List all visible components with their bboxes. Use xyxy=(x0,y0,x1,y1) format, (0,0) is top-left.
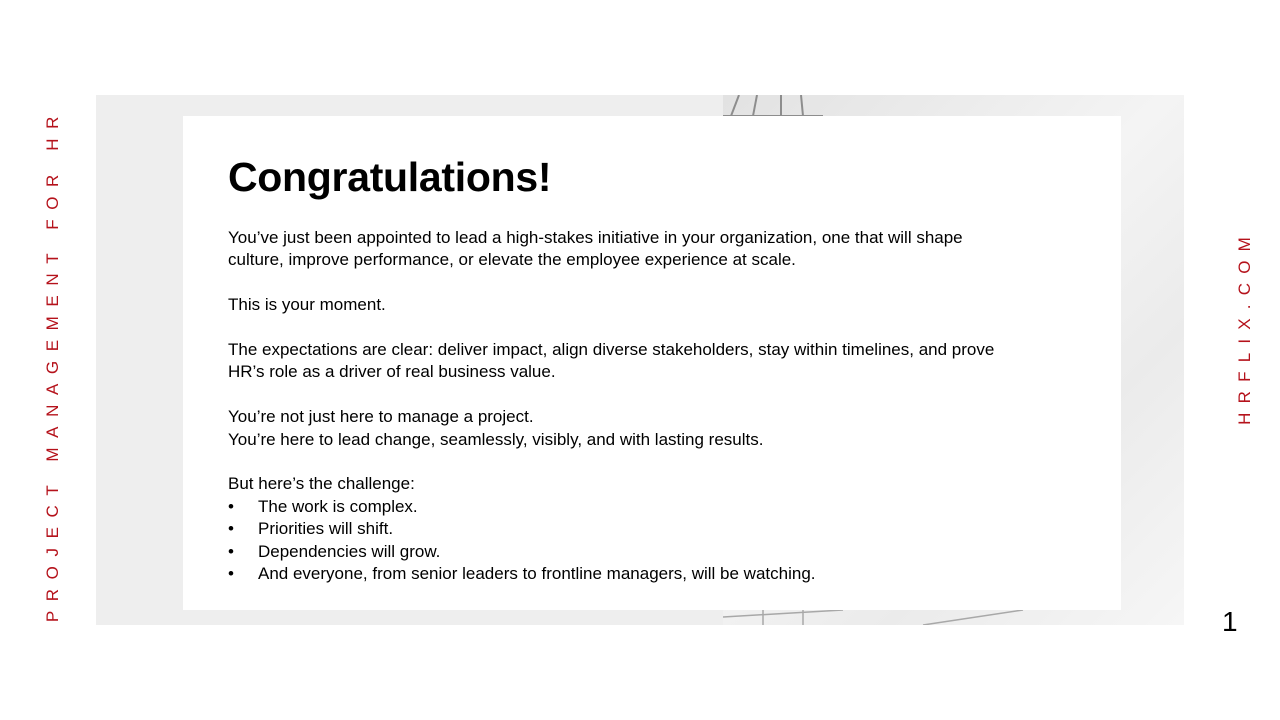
list-item xyxy=(228,518,1088,540)
list-item xyxy=(228,563,1088,585)
moment-paragraph: This is your moment. xyxy=(228,295,386,315)
lead-change-line-1: You’re not just here to manage a project. xyxy=(228,407,534,427)
intro-line-1: You’ve just been appointed to lead a high-stakes initiative in your organization, one that will shape xyxy=(228,228,963,247)
page-number: 1 xyxy=(1222,606,1238,637)
project-management-label: PROJECT MANAGEMENT FOR HR xyxy=(43,107,62,623)
list-item-text: Priorities will shift. xyxy=(258,519,394,539)
slide-title: Congratulations! xyxy=(228,154,552,200)
intro-paragraph xyxy=(228,227,1088,272)
expectations-paragraph xyxy=(228,339,1088,384)
website-label: HRFLIX.COM xyxy=(1235,227,1254,425)
list-item-text: The work is complex. xyxy=(258,496,418,516)
bullet-icon: • xyxy=(228,541,234,561)
list-item xyxy=(228,541,1088,563)
bullet-icon: • xyxy=(228,496,234,516)
vertical-title-left xyxy=(41,107,65,623)
challenge-list xyxy=(228,496,1088,586)
vertical-brand-right xyxy=(1233,227,1257,425)
bullet-icon: • xyxy=(228,519,234,539)
lead-change-paragraph xyxy=(228,406,1088,451)
bullet-icon: • xyxy=(228,564,234,584)
intro-line-2: culture, improve performance, or elevate the employee experience at scale. xyxy=(228,250,796,270)
lead-change-line-2: You’re here to lead change, seamlessly, visibly, and with lasting results. xyxy=(228,429,764,449)
content-card xyxy=(183,116,1121,610)
list-item-text: Dependencies will grow. xyxy=(258,541,441,561)
expectations-line-2: HR’s role as a driver of real business value. xyxy=(228,362,556,382)
expectations-line-1: The expectations are clear: deliver impact, align diverse stakeholders, stay within timelines, and prove xyxy=(228,340,995,359)
list-item-text: And everyone, from senior leaders to frontline managers, will be watching. xyxy=(258,564,816,584)
challenge-intro: But here’s the challenge: xyxy=(228,474,415,494)
list-item xyxy=(228,496,1088,518)
slide-body xyxy=(228,227,1088,585)
